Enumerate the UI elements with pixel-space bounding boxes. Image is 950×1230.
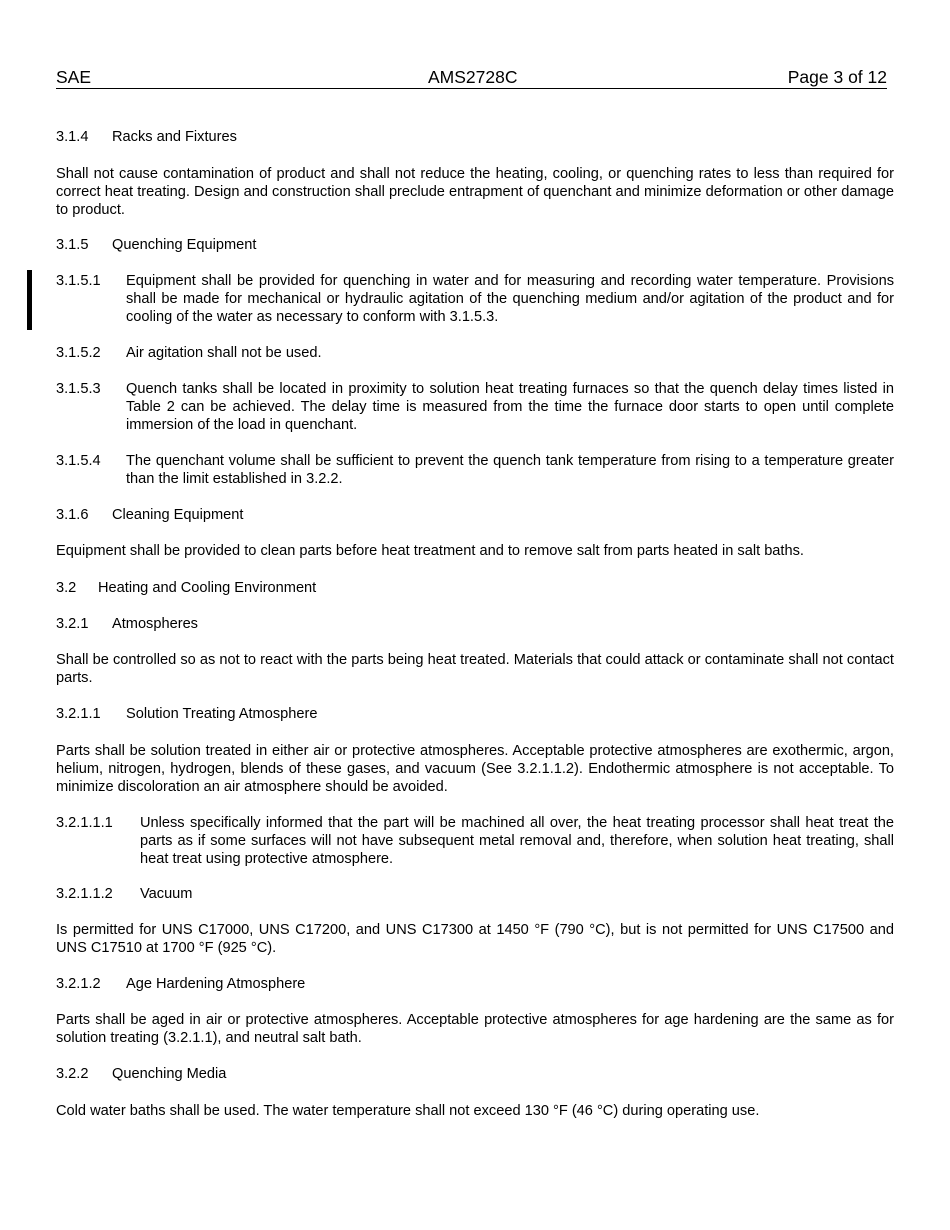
paragraph-racks: Shall not cause contamination of product and shall not reduce the heating, cooling, or quenching rates to less than required for correct heat treating. Design and construction shall preclude entrapment of quenchant and minimize deformation or other damage to product. [56, 166, 894, 218]
paragraph-quenching-media: Cold water baths shall be used. The water temperature shall not exceed 130 °F (46 °C) during operating use. [56, 1103, 760, 1119]
clause-3-1-5-4 [56, 452, 894, 488]
section-title: Solution Treating Atmosphere [126, 706, 318, 722]
section-number: 3.1.4 [56, 129, 89, 145]
section-title: Cleaning Equipment [112, 507, 244, 523]
section-heading-3-1-6 [56, 506, 894, 524]
section-title: Age Hardening Atmosphere [126, 976, 306, 992]
clause-text: Quench tanks shall be located in proximity to solution heat treating furnaces so that the quench delay times listed in Table 2 can be achieved. The delay time is measured from the time the furnace door starts to open until complete immersion of the load in quenchant. [126, 381, 894, 433]
clause-number: 3.1.5.1 [56, 273, 101, 289]
section-heading-3-2-2 [56, 1065, 894, 1083]
page-header [56, 66, 887, 89]
section-title: Vacuum [140, 886, 193, 902]
header-organization: SAE [56, 67, 92, 87]
clause-text: Air agitation shall not be used. [126, 345, 322, 361]
section-heading-3-1-4 [56, 128, 894, 146]
section-title: Quenching Media [112, 1066, 227, 1082]
change-bar [27, 270, 32, 330]
section-number: 3.2.1 [56, 616, 89, 632]
section-heading-3-2 [56, 579, 894, 597]
clause-3-1-5-2 [56, 344, 894, 362]
section-title: Racks and Fixtures [112, 129, 237, 145]
section-number: 3.2.1.1.2 [56, 886, 113, 902]
section-number: 3.2.1.1 [56, 706, 101, 722]
paragraph-age-hardening: Parts shall be aged in air or protective atmospheres. Acceptable protective atmospheres for age hardening are the same as for solution treating (3.2.1.1), and neutral salt bath. [56, 1012, 894, 1046]
section-heading-3-2-1-1-2 [56, 885, 894, 903]
section-number: 3.1.6 [56, 507, 89, 523]
clause-number: 3.1.5.4 [56, 453, 101, 469]
section-number: 3.2.2 [56, 1066, 89, 1082]
section-heading-3-2-1 [56, 615, 894, 633]
clause-3-1-5-1 [56, 272, 894, 326]
section-title: Atmospheres [112, 616, 198, 632]
section-heading-3-2-1-2 [56, 975, 894, 993]
clause-text: Equipment shall be provided for quenching in water and for measuring and recording water temperature. Provisions shall be made for mechanical or hydraulic agitation of the quenching medium and/or agitation of the product and for cooling of the water as necessary to conform with 3.1.5.3. [126, 273, 894, 325]
header-document-number: AMS2728C [428, 67, 518, 87]
clause-text: The quenchant volume shall be sufficient to prevent the quench tank temperature from rising to a temperature greater than the limit established in 3.2.2. [126, 453, 894, 487]
clause-number: 3.2.1.1.1 [56, 815, 113, 831]
section-number: 3.1.5 [56, 237, 89, 253]
paragraph-atmospheres: Shall be controlled so as not to react with the parts being heat treated. Materials that could attack or contaminate shall not contact parts. [56, 652, 894, 686]
clause-3-1-5-3 [56, 380, 894, 434]
section-title: Quenching Equipment [112, 237, 257, 253]
paragraph-solution-treating: Parts shall be solution treated in either air or protective atmospheres. Acceptable protective atmospheres are exothermic, argon, helium, nitrogen, hydrogen, blends of these gases, and vacuum (See 3.2.1.1.2). Endothermic atmosphere is not acceptable. To minimize discoloration an air atmosphere should be avoided. [56, 743, 894, 795]
clause-text: Unless specifically informed that the part will be machined all over, the heat treating processor shall heat treat the parts as if some surfaces will not have subsequent metal removal and, therefore, when solution heat treating, shall heat treat using protective atmosphere. [140, 815, 894, 867]
section-heading-3-1-5 [56, 236, 894, 254]
clause-number: 3.1.5.2 [56, 345, 101, 361]
header-page-number: Page 3 of 12 [787, 67, 887, 87]
section-title: Heating and Cooling Environment [98, 580, 317, 596]
paragraph-cleaning: Equipment shall be provided to clean parts before heat treatment and to remove salt from parts heated in salt baths. [56, 543, 804, 559]
clause-3-2-1-1-1 [56, 814, 894, 868]
paragraph-vacuum: Is permitted for UNS C17000, UNS C17200, and UNS C17300 at 1450 °F (790 °C), but is not permitted for UNS C17500 and UNS C17510 at 1700 °F (925 °C). [56, 922, 894, 956]
clause-number: 3.1.5.3 [56, 381, 101, 397]
section-number: 3.2.1.2 [56, 976, 101, 992]
section-number: 3.2 [56, 580, 77, 596]
section-heading-3-2-1-1 [56, 705, 894, 723]
